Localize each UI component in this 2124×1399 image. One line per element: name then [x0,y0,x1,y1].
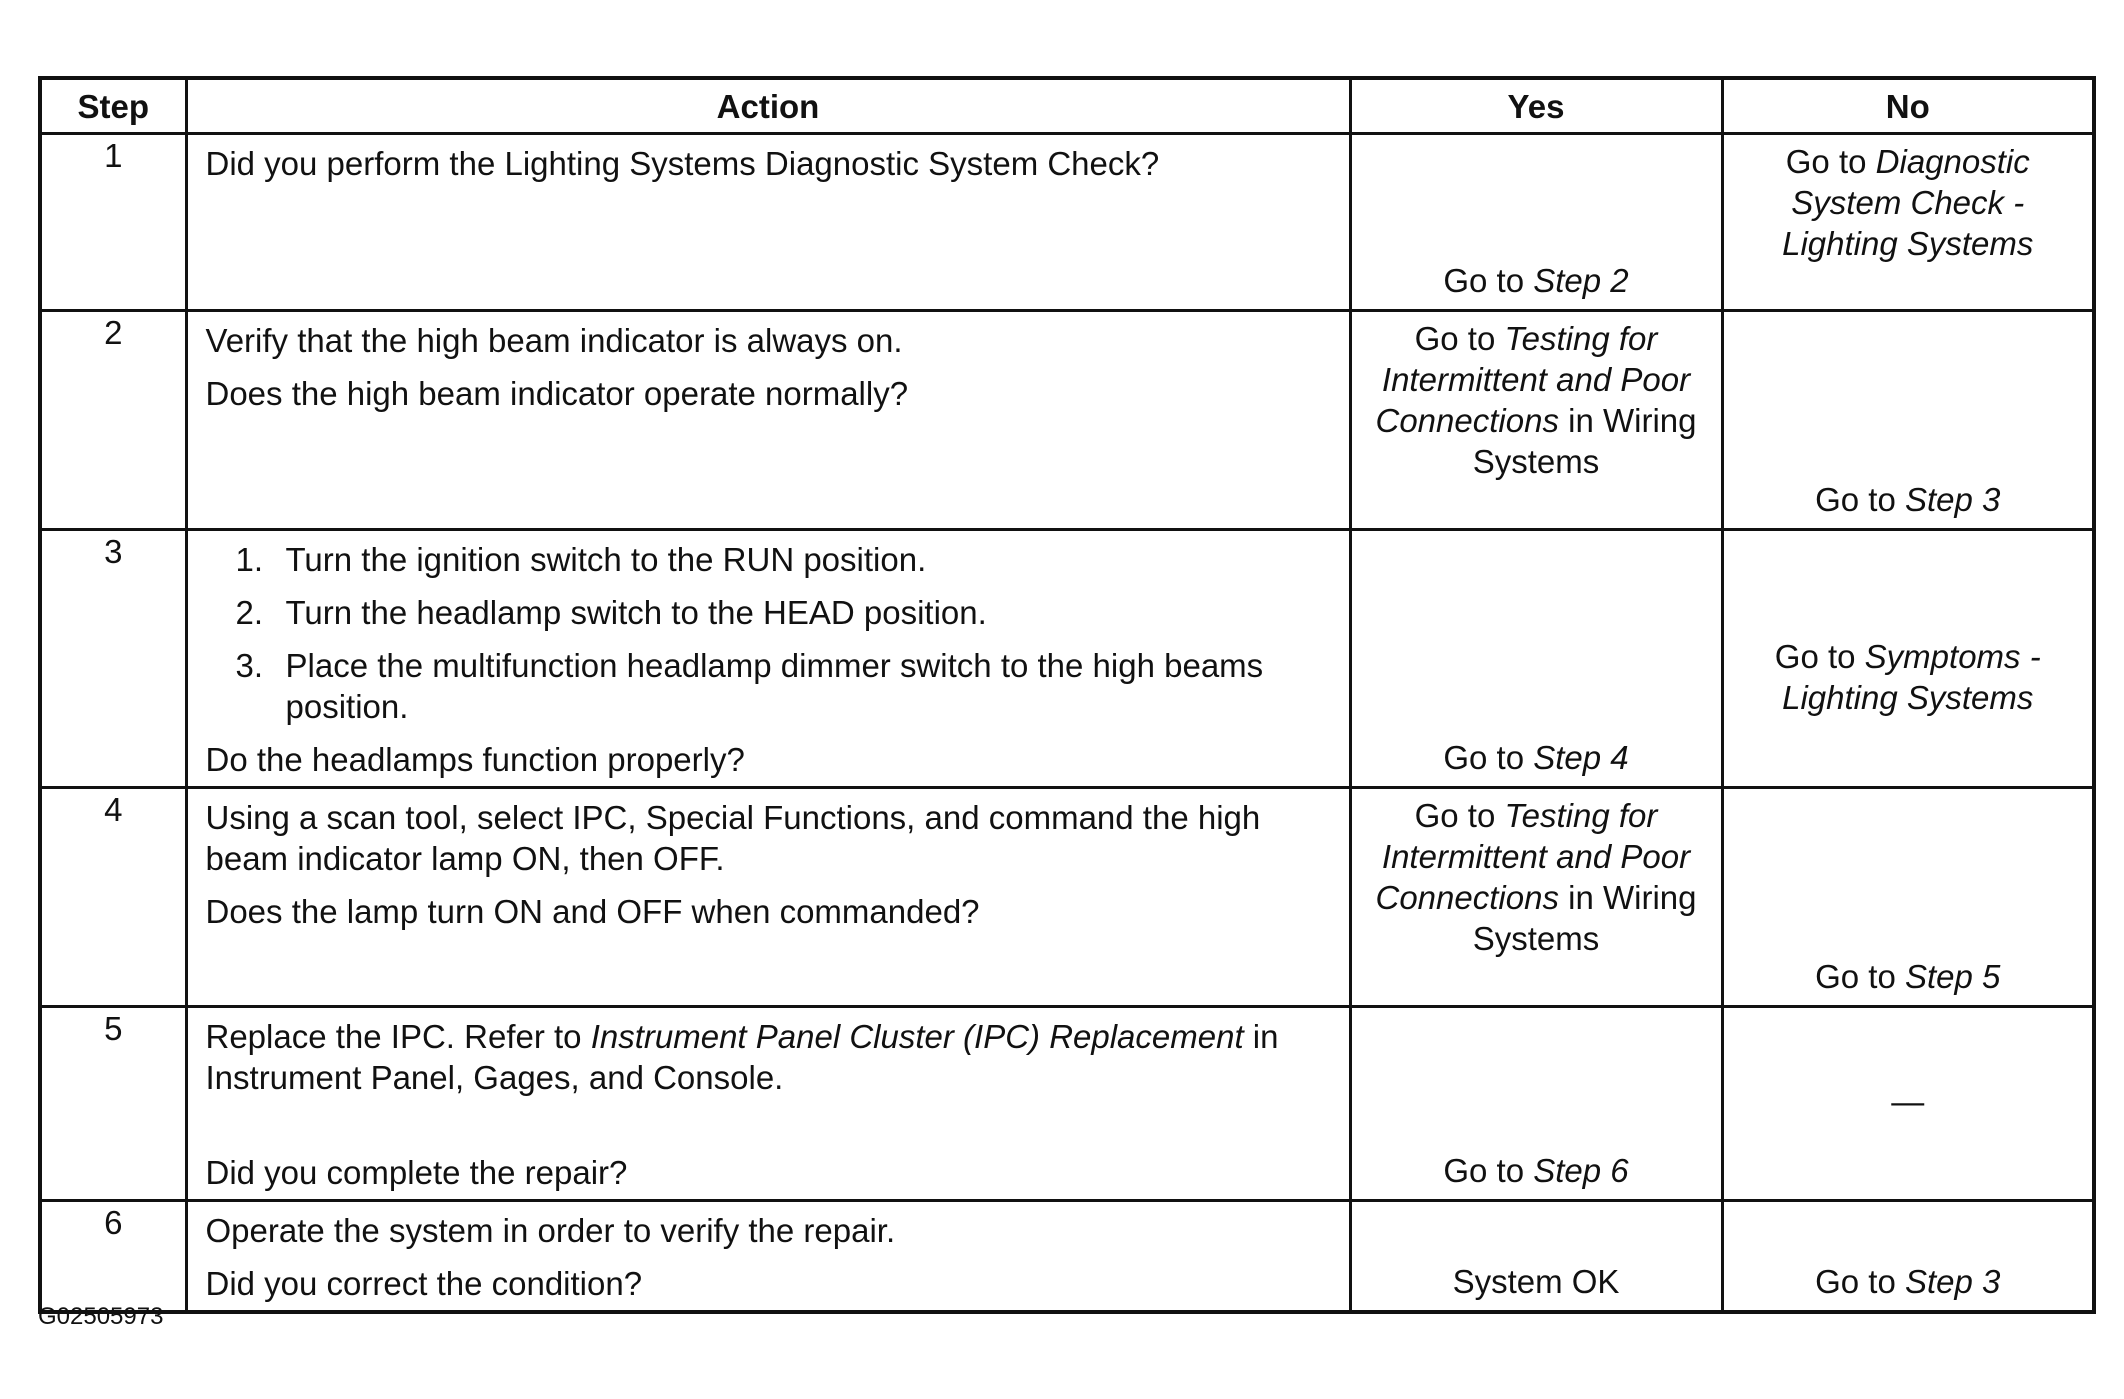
no-prefix: Go to [1815,1263,1905,1300]
yes-result: System OK [1452,1263,1620,1300]
testing-intermittent-link[interactable]: Testing for Intermittent and Poor Connections [1375,320,1691,439]
yes-cell [1350,1201,1722,1313]
no-result [1815,1261,2000,1302]
action-cell [186,788,1350,1007]
yes-cell [1350,530,1722,788]
list-item-number: 1. [235,541,264,578]
step-number: 1 [40,134,186,311]
action-question: Does the high beam indicator operate normally? [205,375,909,412]
action-step-list [206,539,1331,727]
step-reference-link[interactable]: Step 4 [1533,739,1629,776]
step-number: 4 [40,788,186,1007]
header-no: No [1722,78,2094,134]
step-reference-link[interactable]: Step 5 [1904,958,2001,995]
list-item-text: Turn the headlamp switch to the HEAD position. [285,594,987,631]
list-item-text: Turn the ignition switch to the RUN position. [285,541,927,578]
step-number: 3 [40,530,186,788]
no-cell [1722,1007,2094,1201]
table-row [40,311,2094,530]
action-instruction [206,1016,1331,1098]
no-cell [1722,530,2094,788]
header-step: Step [40,78,186,134]
no-prefix: Go to [1815,481,1905,518]
table-row [40,788,2094,1007]
no-cell [1722,788,2094,1007]
no-cell [1722,134,2094,311]
yes-prefix: Go to [1443,739,1534,776]
list-item [206,539,1331,580]
action-question: Did you correct the condition? [205,1265,643,1302]
instruction-suffix: in Instrument Panel, Gages, and Console. [205,1018,1279,1096]
header-yes: Yes [1350,78,1722,134]
table-row [40,134,2094,311]
list-item [206,592,1331,633]
figure-id: G02505973 [38,1303,164,1330]
yes-result [1443,1150,1628,1191]
no-result-dash: — [1891,1083,1925,1120]
table-row [40,530,2094,788]
no-prefix: Go to [1815,958,1905,995]
diagnostic-system-check-link[interactable]: Diagnostic System Check - Lighting Systems [1782,143,2034,262]
no-cell [1722,311,2094,530]
yes-prefix: Go to [1414,320,1505,357]
yes-prefix: Go to [1443,262,1534,299]
yes-result [1362,795,1711,959]
yes-cell [1350,134,1722,311]
list-item [206,645,1331,727]
symptoms-lighting-link[interactable]: Symptoms - Lighting Systems [1782,637,2041,716]
action-cell [186,311,1350,530]
list-item-text: Place the multifunction headlamp dimmer switch to the high beams position. [285,647,1264,725]
yes-prefix: Go to [1443,1152,1534,1189]
yes-cell [1350,1007,1722,1201]
yes-cell [1350,788,1722,1007]
table-row [40,1201,2094,1313]
action-cell [186,1007,1350,1201]
yes-suffix: in Wiring Systems [1472,402,1697,480]
yes-result [1362,318,1711,482]
header-action: Action [186,78,1350,134]
action-instruction: Operate the system in order to verify the repair. [205,1212,896,1249]
testing-intermittent-link[interactable]: Testing for Intermittent and Poor Connections [1375,797,1691,916]
step-reference-link[interactable]: Step 2 [1533,262,1629,299]
no-cell [1722,1201,2094,1313]
yes-prefix: Go to [1414,797,1505,834]
list-item-number: 3. [235,647,264,684]
action-instruction: Verify that the high beam indicator is always on. [205,322,903,359]
no-result [1734,141,2083,264]
action-cell [186,1201,1350,1313]
yes-result [1443,737,1628,778]
table-row [40,1007,2094,1201]
step-number: 6 [40,1201,186,1313]
no-result [1734,636,2083,718]
action-question: Does the lamp turn ON and OFF when commanded? [205,893,980,930]
step-number: 2 [40,311,186,530]
action-instruction: Using a scan tool, select IPC, Special Functions, and command the high beam indicator lamp ON, then OFF. [205,799,1261,877]
header-row [40,78,2094,134]
no-prefix: Go to [1785,143,1876,180]
list-item-number: 2. [235,594,264,631]
no-result [1815,479,2000,520]
instruction-prefix: Replace the IPC. Refer to [205,1018,591,1055]
action-question: Do the headlamps function properly? [205,741,745,778]
action-cell [186,134,1350,311]
yes-cell [1350,311,1722,530]
yes-result [1443,260,1628,301]
action-question: Did you perform the Lighting Systems Diagnostic System Check? [205,145,1160,182]
action-cell [186,530,1350,788]
step-reference-link[interactable]: Step 3 [1904,481,2001,518]
no-prefix: Go to [1774,637,1865,675]
step-reference-link[interactable]: Step 3 [1904,1263,2001,1300]
diagnostic-table [38,76,2096,1314]
step-reference-link[interactable]: Step 6 [1533,1152,1629,1189]
action-question: Did you complete the repair? [205,1154,628,1191]
step-number: 5 [40,1007,186,1201]
yes-suffix: in Wiring Systems [1472,879,1697,957]
ipc-replacement-link[interactable]: Instrument Panel Cluster (IPC) Replacement [590,1018,1244,1055]
no-result [1815,956,2000,997]
